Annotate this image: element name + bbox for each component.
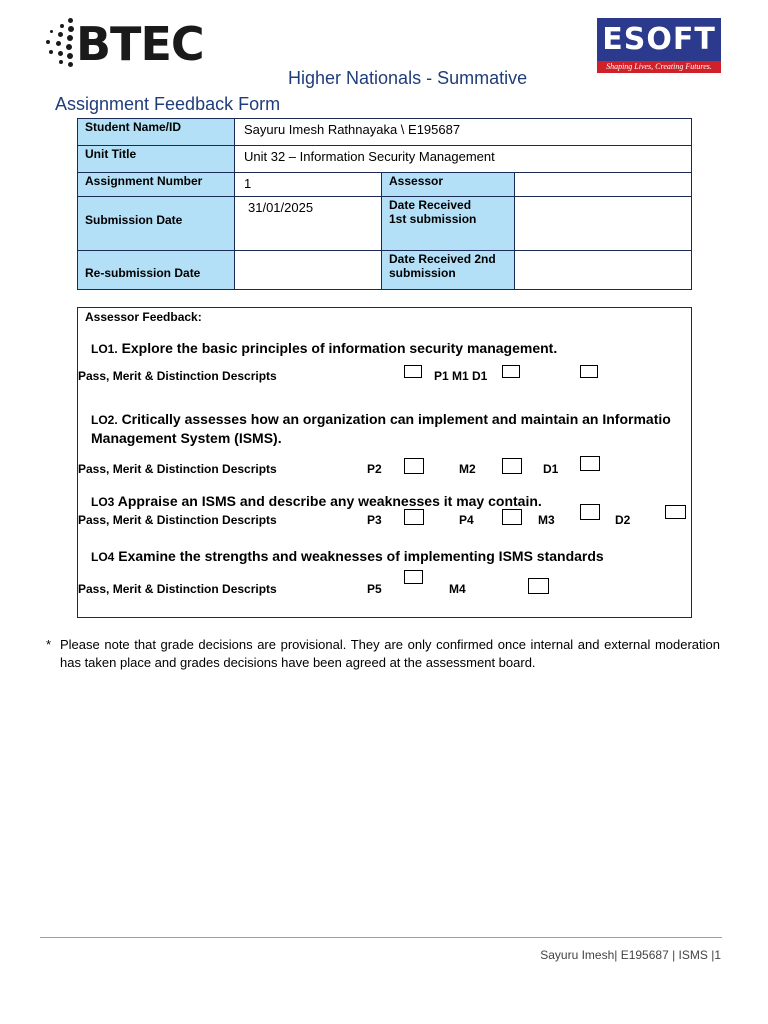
date-received-2-value <box>514 250 692 290</box>
date-received-2-label-line1: Date Received 2nd <box>389 252 496 266</box>
lo1-checkbox-3[interactable] <box>580 365 598 378</box>
p5-checkbox[interactable] <box>404 570 423 584</box>
lo1-grades: P1 M1 D1 <box>434 369 488 383</box>
lo4-text: Examine the strengths and weaknesses of implementing ISMS standards <box>118 548 604 564</box>
lo2-descripts-label: Pass, Merit & Distinction Descripts <box>78 462 277 476</box>
submission-date-value: 31/01/2025 <box>234 196 382 251</box>
resubmission-date-value <box>234 250 382 290</box>
lo3-descripts-label: Pass, Merit & Distinction Descripts <box>78 513 277 527</box>
assessor-label: Assessor <box>381 172 515 197</box>
grade-m4: M4 <box>449 582 466 596</box>
lo4-number: LO4 <box>91 550 115 564</box>
date-received-2-label <box>381 250 515 290</box>
grade-p5: P5 <box>367 582 382 596</box>
lo2-text-line2: Management System (ISMS). <box>91 430 282 446</box>
date-received-1-label <box>381 196 515 251</box>
esoft-wordmark: ESOFT <box>602 22 716 57</box>
p2-checkbox[interactable] <box>404 458 424 474</box>
date-received-1-value <box>514 196 692 251</box>
form-title: Higher Nationals - Summative <box>288 68 528 88</box>
submission-date-label: Submission Date <box>77 196 235 251</box>
p3-checkbox[interactable] <box>404 509 424 525</box>
note-text: Please note that grade decisions are provisional. They are only confirmed once internal and external moderation has taken place and grades decisions have been agreed at the assessment board. <box>60 637 720 670</box>
lo4-descripts-label: Pass, Merit & Distinction Descripts <box>78 582 277 596</box>
grade-p2: P2 <box>367 462 382 476</box>
lo1-number: LO1. <box>91 342 118 356</box>
grade-d1: D1 <box>543 462 559 476</box>
footer-divider <box>40 937 722 938</box>
student-label: Student Name/ID <box>77 118 235 146</box>
lo2-heading <box>91 411 671 427</box>
student-value: Sayuru Imesh Rathnayaka \ E195687 <box>234 118 692 146</box>
lo1-text: Explore the basic principles of information security management. <box>121 340 558 356</box>
btec-wordmark: BTEC <box>76 17 204 71</box>
grade-m2: M2 <box>459 462 476 476</box>
assignment-label: Assignment Number <box>77 172 235 197</box>
grade-p3: P3 <box>367 513 382 527</box>
d1-checkbox[interactable] <box>580 456 600 471</box>
grade-d2: D2 <box>615 513 631 527</box>
grade-m3: M3 <box>538 513 555 527</box>
p4-checkbox[interactable] <box>502 509 522 525</box>
date-received-2-label-line2: submission <box>389 266 456 280</box>
provisional-note <box>46 636 720 672</box>
lo1-descripts-label: Pass, Merit & Distinction Descripts <box>78 369 277 383</box>
footer-text: Sayuru Imesh| E195687 | ISMS |1 <box>540 948 721 962</box>
note-bullet: * <box>46 637 52 652</box>
d2-checkbox[interactable] <box>665 505 686 519</box>
esoft-tagline: Shaping Lives, Creating Futures. <box>597 61 721 73</box>
lo1-checkbox-1[interactable] <box>404 365 422 378</box>
esoft-logo <box>597 18 721 73</box>
date-received-1-label-line1: Date Received <box>389 198 472 212</box>
m4-checkbox[interactable] <box>528 578 549 594</box>
m2-checkbox[interactable] <box>502 458 522 474</box>
lo3-heading <box>91 493 542 509</box>
btec-logo <box>44 16 204 72</box>
lo3-text: Appraise an ISMS and describe any weaknesses it may contain. <box>117 493 542 509</box>
form-subtitle: Assignment Feedback Form <box>55 94 281 114</box>
feedback-title: Assessor Feedback: <box>85 310 202 324</box>
lo2-text: Critically assesses how an organization can implement and maintain an Informatio <box>121 411 671 427</box>
lo3-number: LO3 <box>91 495 115 509</box>
lo2-number: LO2. <box>91 413 118 427</box>
lo4-heading <box>91 548 604 564</box>
assignment-value: 1 <box>234 172 382 197</box>
unit-label: Unit Title <box>77 145 235 173</box>
grade-p4: P4 <box>459 513 474 527</box>
m3-checkbox[interactable] <box>580 504 600 520</box>
unit-value: Unit 32 – Information Security Management <box>234 145 692 173</box>
lo1-heading <box>91 340 557 356</box>
lo1-checkbox-2[interactable] <box>502 365 520 378</box>
date-received-1-label-line2: 1st submission <box>389 212 477 226</box>
resubmission-date-label: Re-submission Date <box>77 250 235 290</box>
assessor-value <box>514 172 692 197</box>
